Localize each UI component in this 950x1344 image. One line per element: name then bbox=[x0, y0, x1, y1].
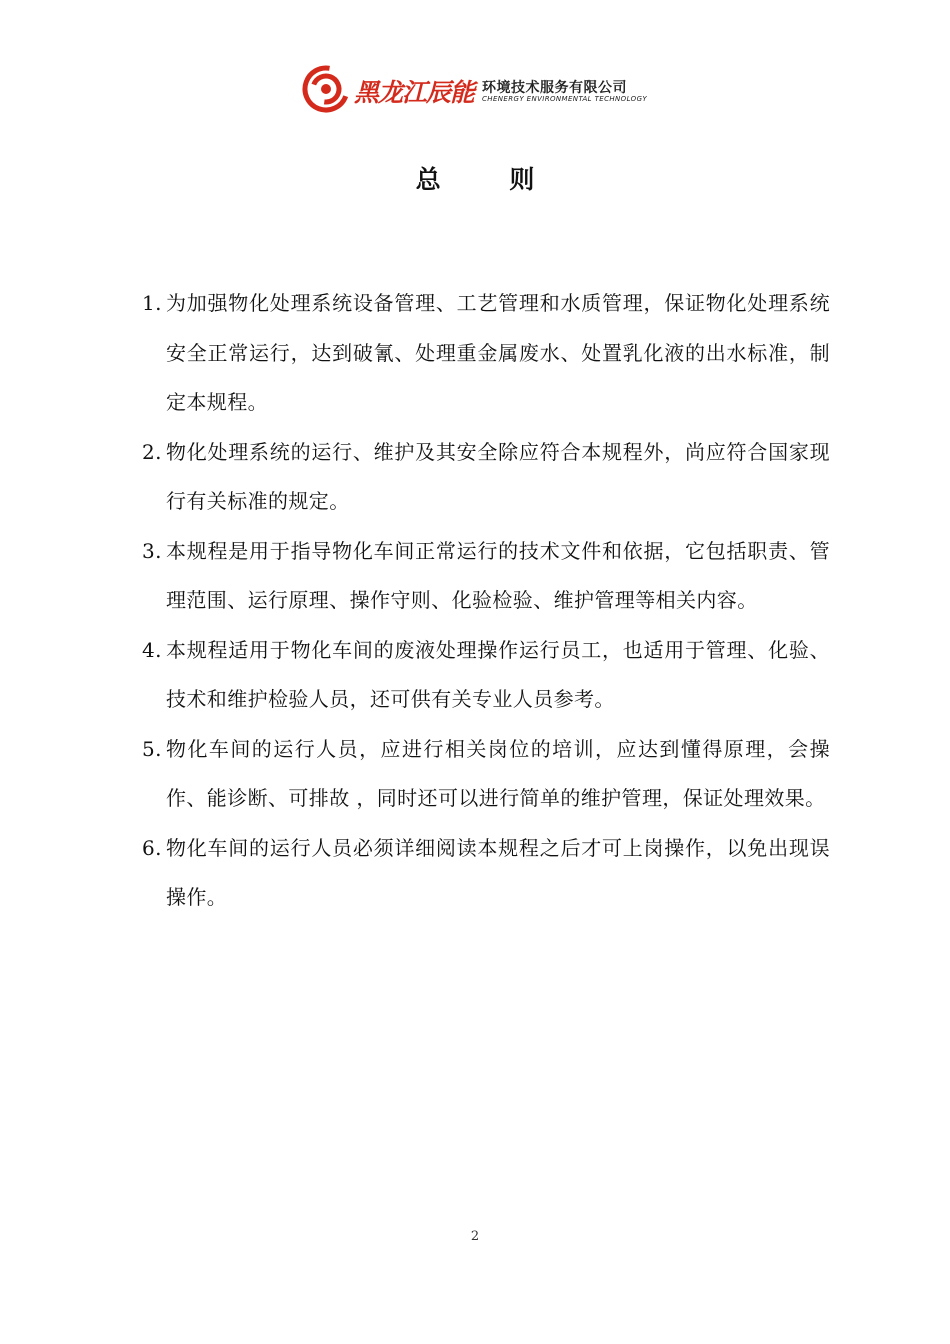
clause-item bbox=[142, 626, 830, 725]
clause-number: 6. bbox=[142, 835, 162, 860]
company-name: 环境技术服务有限公司 bbox=[482, 80, 627, 96]
clause-number: 4. bbox=[142, 637, 162, 662]
clause-number: 5. bbox=[142, 736, 162, 761]
clause-number: 1. bbox=[142, 291, 162, 315]
clause-text: 物化车间的运行人员必须详细阅读本规程之后才可上岗操作，以免出现误操作。 bbox=[166, 835, 830, 909]
clause-number: 3. bbox=[142, 538, 162, 563]
swirl-logo-icon bbox=[302, 65, 350, 113]
clause-list bbox=[142, 279, 830, 923]
clause-text: 本规程适用于物化车间的废液处理操作运行员工，也适用于管理、化验、技术和维护检验人员，还可供有关专业人员参考。 bbox=[166, 637, 830, 711]
clause-item bbox=[142, 725, 830, 824]
clause-number: 2. bbox=[142, 439, 162, 464]
clause-text: 物化处理系统的运行、维护及其安全除应符合本规程外，尚应符合国家现行有关标准的规定。 bbox=[166, 439, 830, 513]
company-name-en: CHENERGY ENVIRONMENTAL TECHNOLOGY bbox=[482, 95, 648, 103]
clause-text: 本规程是用于指导物化车间正常运行的技术文件和依据，它包括职责、管理范围、运行原理、操作守则、化验检验、维护管理等相关内容。 bbox=[166, 538, 830, 612]
clause-item bbox=[142, 428, 830, 527]
clause-text: 为加强物化处理系统设备管理、工艺管理和水质管理，保证物化处理系统安全正常运行，达到破氰、处理重金属废水、处置乳化液的出水标准，制定本规程。 bbox=[166, 291, 830, 414]
company-header bbox=[302, 64, 662, 116]
clause-item bbox=[142, 527, 830, 626]
page-number: 2 bbox=[470, 1229, 480, 1244]
clause-item bbox=[142, 279, 830, 428]
clause-item bbox=[142, 824, 830, 923]
brand-name: 黑龙江辰能 bbox=[354, 78, 475, 107]
clause-text: 物化车间的运行人员，应进行相关岗位的培训，应达到懂得原理，会操作、能诊断、可排故 ，同时还可以进行简单的维护管理，保证处理效果。 bbox=[166, 736, 830, 810]
page-title: 总 则 bbox=[415, 165, 565, 194]
